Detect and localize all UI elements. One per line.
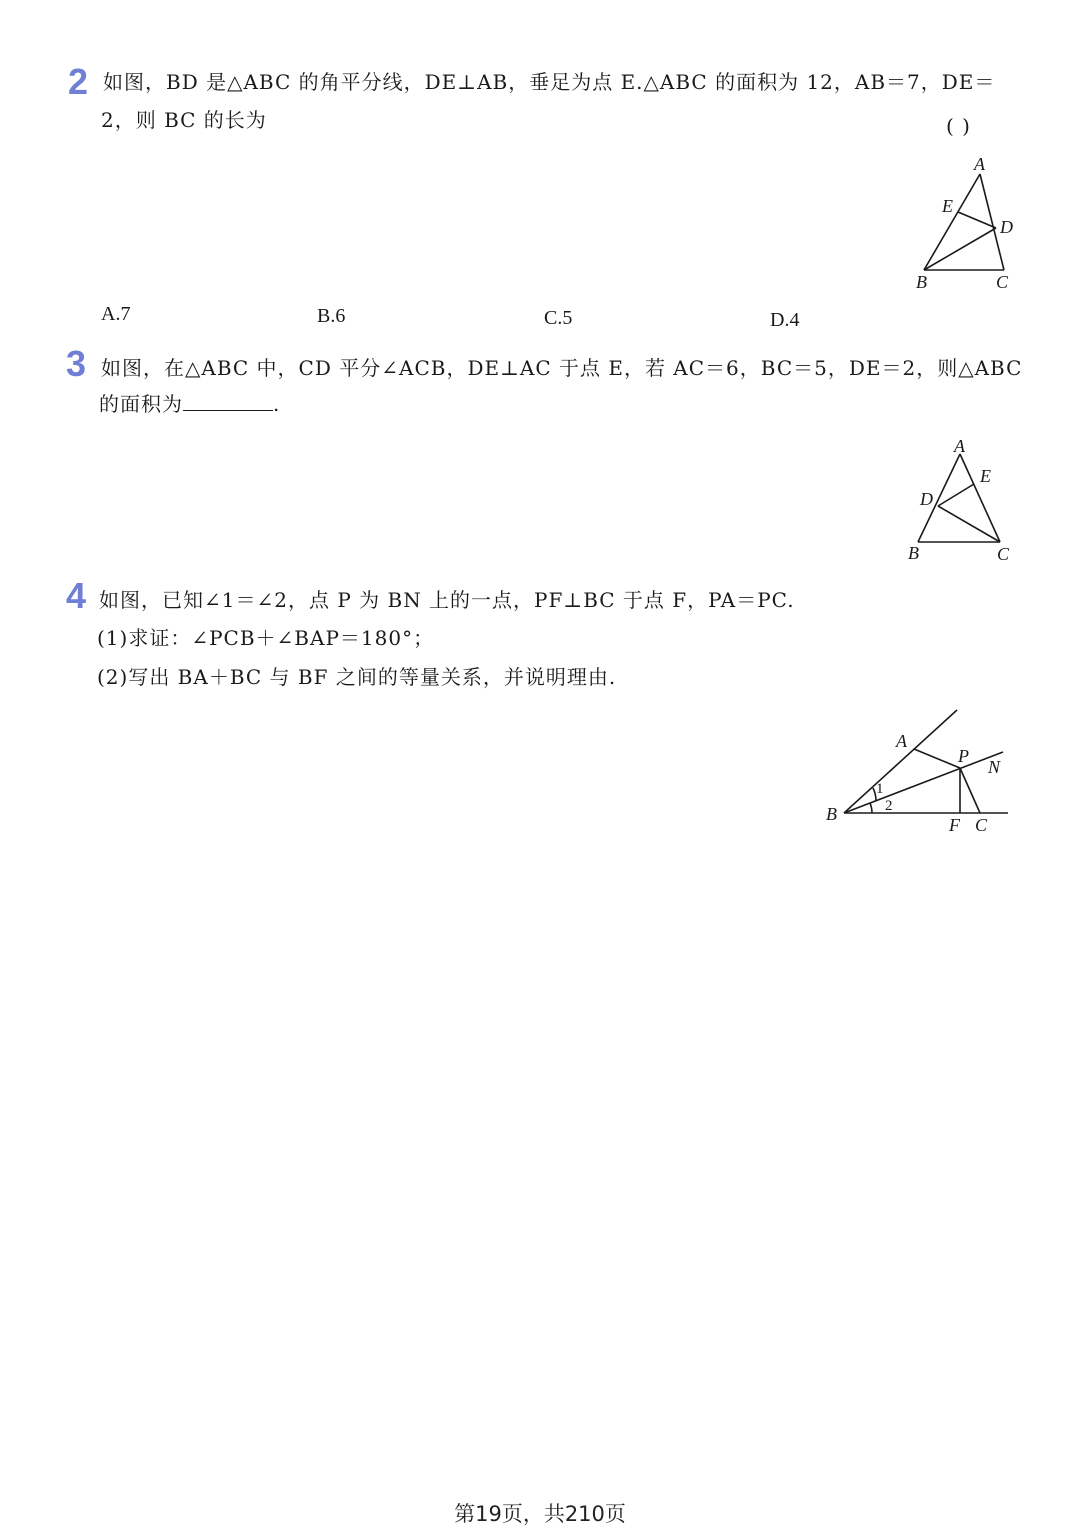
question-4-part-1: (1)求证：∠PCB＋∠BAP＝180°；	[97, 626, 435, 650]
label-A: A	[896, 731, 907, 751]
question-3-suffix: .	[273, 392, 281, 416]
ray-BN	[844, 752, 1003, 813]
label-F: F	[949, 815, 960, 835]
page-footer: 第19页，共210页	[454, 1502, 626, 1526]
option-d[interactable]: D.4	[770, 309, 800, 331]
label-C: C	[997, 544, 1010, 564]
answer-bracket: ( )	[946, 114, 971, 138]
side-AB	[924, 174, 980, 270]
answer-blank[interactable]	[183, 392, 273, 411]
question-3-figure	[900, 430, 1030, 570]
question-2-text-line-1: 如图，BD 是△ABC 的角平分线，DE⊥AB，垂足为点 E.△ABC 的面积为 12，AB＝7，DE＝	[103, 70, 996, 94]
label-D: D	[920, 489, 933, 509]
question-number-3: 3	[66, 343, 87, 384]
segment-PC	[960, 768, 980, 813]
option-c[interactable]: C.5	[544, 307, 573, 329]
label-B: B	[826, 804, 837, 824]
option-a[interactable]: A.7	[101, 303, 131, 325]
bisector-BD	[924, 228, 996, 270]
label-E: E	[942, 196, 953, 216]
option-b[interactable]: B.6	[317, 305, 346, 327]
label-N: N	[988, 757, 1001, 777]
angle-2-arc	[870, 803, 872, 813]
label-angle-1: 1	[876, 781, 884, 797]
label-angle-2: 2	[885, 798, 893, 814]
label-C: C	[996, 272, 1009, 292]
question-3-text-line-1: 如图，在△ABC 中，CD 平分∠ACB，DE⊥AC 于点 E，若 AC＝6，BC＝5，DE＝2，则△ABC	[101, 356, 1023, 380]
question-number-2: 2	[68, 61, 89, 102]
question-4-figure	[820, 700, 1020, 840]
label-A: A	[974, 154, 985, 174]
bisector-CD	[938, 506, 1000, 542]
label-C: C	[975, 815, 988, 835]
label-D: D	[1000, 217, 1013, 237]
label-A: A	[954, 436, 965, 456]
label-E: E	[980, 466, 991, 486]
ray-BA	[844, 710, 957, 813]
question-2-text-line-2: 2，则 BC 的长为	[101, 108, 267, 132]
question-3-text-line-2	[99, 392, 280, 416]
label-B: B	[916, 272, 927, 292]
segment-PA	[914, 749, 960, 768]
question-2-figure	[900, 150, 1030, 300]
question-4-text-line-1: 如图，已知∠1＝∠2，点 P 为 BN 上的一点，PF⊥BC 于点 F，PA＝PC.	[99, 588, 795, 612]
question-number-4: 4	[66, 575, 87, 616]
label-P: P	[958, 746, 969, 766]
question-4-part-2: (2)写出 BA＋BC 与 BF 之间的等量关系，并说明理由.	[97, 665, 617, 689]
question-3-prefix: 的面积为	[99, 392, 183, 416]
label-B: B	[908, 543, 919, 563]
